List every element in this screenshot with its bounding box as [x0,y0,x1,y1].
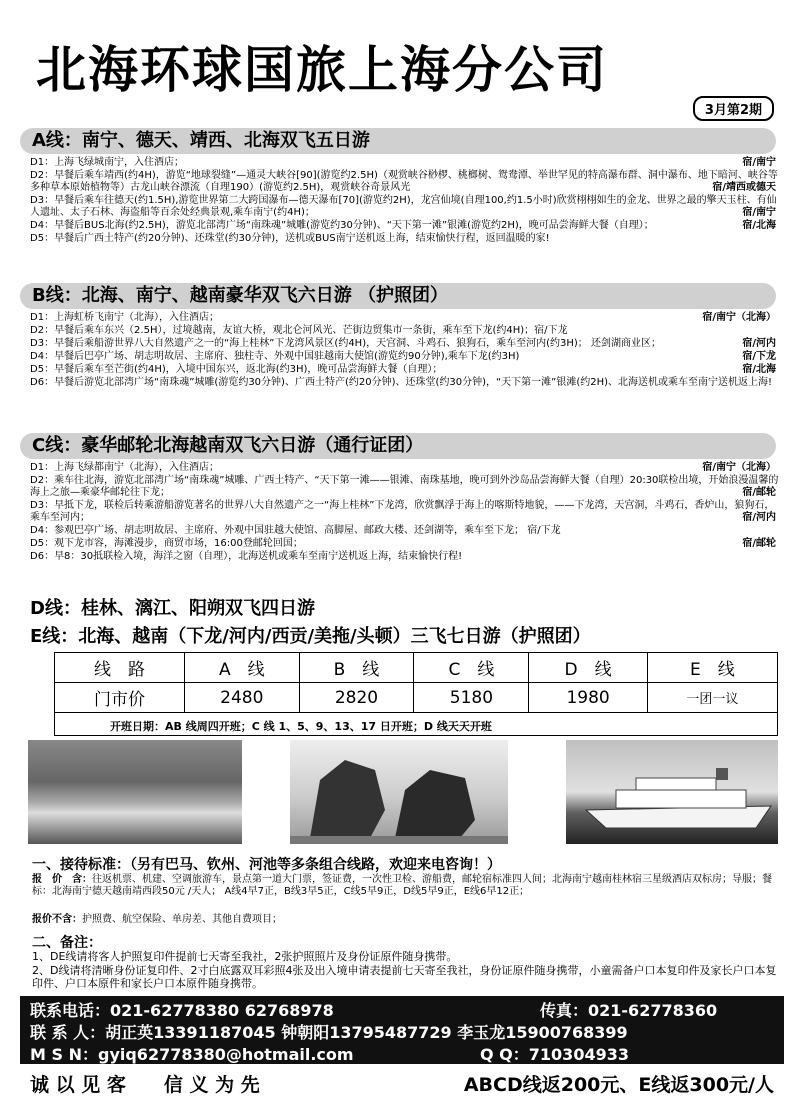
phone-label: 联系电话： [30,1001,111,1020]
itinerary-day: D1：上海飞绿城南宁，入住酒店； 宿/南宁 [30,157,776,168]
rebate-text: ABCD线返200元、E线返300元/人 [463,1074,774,1096]
halong-bay-photo [290,740,508,844]
table-header-row [55,653,778,683]
included-text: 往返机票、机建、空调旅游车，景点第一道大门票，签证费，一次性卫检、游船费，邮轮宿标准四人间；北海南宁越南桂林宿三星级酒店双标房；导服；餐标：北海南宁德天越南靖西段50元 /天人； A线4早7正，B线3早5正，C线5早9正，D线5早9正，E线6早12正； [32,874,772,897]
standards-heading: 一、接待标准：（另有巴马、钦州、河池等多条组合线路，欢迎来电咨询！） [32,857,501,873]
open-dates: 开班日期：AB 线周四开班；C 线 1、5、9、13、17 日开班；D 线天天开班 [110,720,492,733]
table-cell: 门市价 [55,683,185,713]
line-e-header: E线：北海、越南（下龙/河内/西贡/美拖/头顿）三飞七日游（护照团） [30,626,591,647]
fax-number: 021-62778360 [588,1001,718,1020]
rock-islands-graphic [290,740,508,844]
qq-row [480,1042,629,1065]
msn-label: M S N： [30,1045,98,1064]
excluded-label: 报价不含： [32,914,82,925]
table-cell: 5180 [414,683,529,713]
table-header: B 线 [299,653,414,683]
table-header: 线 路 [55,653,185,683]
excluded-text: 护照费、航空保险、单房差、其他自费项目； [82,914,282,925]
line-d-header: D线：桂林、漓江、阳朔双飞四日游 [30,598,315,619]
itinerary-day: D1：上海虹桥飞南宁（北海），入住酒店； 宿/南宁（北海） [30,312,776,323]
msn-address: gyiq62778380@hotmail.com [97,1045,354,1064]
waterfall-photo [28,740,242,844]
fax-label: 传真： [540,1001,589,1020]
note-item: 1、DE线请将客人护照复印件提前七天寄至我社，2张护照照片及身份证原件随身携带。 [32,950,458,963]
itinerary-day: D2：早餐后乘车东兴（2.5H），过境越南，友谊大桥，观北仑河风光、芒街边贸集市一条街，乘车至下龙(约4H)；宿/下龙 [30,325,568,336]
msn-row [30,1042,354,1065]
line-c-header: C线：豪华邮轮北海越南双飞六日游（通行证团） [20,433,776,459]
phone-row [30,998,334,1021]
line-c-itinerary [30,462,782,564]
itinerary-day: D5：观下龙市容，海滩漫步，商贸市场，16:00登邮轮回国； 宿/邮轮 [30,538,776,549]
table-cell: 一团一议 [647,683,777,713]
phone-number: 021-62778380 62768978 [110,1001,334,1020]
itinerary-day: D4：参观巴亭广场、胡志明故居、主席府、外观中国驻越大使馆、高脚屋、邮政大楼、还剑湖等，乘车至下龙； 宿/下龙 [30,525,561,536]
itinerary-day: D3：早餐后乘车往德天(约1.5H),游览世界第二大跨国瀑布—德天瀑布[70](游览约2H)，龙宫仙境(自理100,约1.5小时)欣赏栩栩如生的金龙、世界之最的擎天玉柱、有仙人遗址、太子石林、海盗船等百余处经典景观,乘车南宁(约4H)； 宿/南宁 [30,195,777,218]
qq-number: 710304933 [528,1045,629,1064]
table-cell: 1980 [529,683,647,713]
itinerary-day: D4：早餐后巴亭广场、胡志明故居、主席府、独柱寺、外观中国驻越南大使馆(游览约90分钟),乘车下龙(约3H) 宿/下龙 [30,351,776,362]
qq-label: Q Q： [480,1045,529,1064]
line-a-itinerary [30,157,782,246]
itinerary-day: D4：早餐后BUS北海(约2.5H)，游览北部湾广场“南珠魂”城雕(游览约30分钟)、“天下第一滩”银滩(游览约2H)，晚可品尝海鲜大餐（自理）； 宿/北海 [30,220,776,231]
slogan: 诚 以 见 客 信 义 为 先 [30,1074,260,1096]
note-item: 2、D线请将清晰身份证复印件、2寸白底露双耳彩照4张及出入境申请表提前七天寄至我社，身份证原件随身携带，小童需备户口本复印件及家长户口本复印件、户口本原件和家长户口本原件随身携带。 [32,964,777,990]
table-row [55,683,778,713]
issue-badge: 3月第2期 [693,96,774,121]
itinerary-day: D2：乘车往北海，游览北部湾广场“南珠魂”城雕、广西土特产、“天下第一滩——银滩、南珠基地，晚可到外沙岛品尝海鲜大餐（自理）20:30联检出境，开始浪漫温馨的海上之旅—乘豪华邮轮往下龙； 宿/邮轮 [30,475,779,498]
itinerary-day: D3：早餐后乘船游世界八大自然遗产之一的“海上桂林”下龙湾风景区(约4H)，天宫洞、斗鸡石、狼狗石，乘车至河内(约3H)； 还剑湖商业区； 宿/河内 [30,338,776,349]
line-a-header: A线：南宁、德天、靖西、北海双飞五日游 [20,128,776,154]
table-header: E 线 [647,653,777,683]
table-header: A 线 [185,653,300,683]
cruise-ship-graphic [566,740,778,844]
table-cell: 2480 [185,683,300,713]
itinerary-day: D5：早餐后乘车至芒街(约4H)，入境中国东兴，返北海(约3H)，晚可品尝海鲜大餐（自理）； 宿/北海 [30,364,776,375]
line-b-header: B线：北海、南宁、越南豪华双飞六日游 （护照团） [20,283,776,309]
itinerary-day: D1：上海飞绿都南宁（北海），入住酒店； 宿/南宁（北海） [30,462,776,473]
included-block [32,874,782,898]
table-header: D 线 [529,653,647,683]
itinerary-day: D3：早抵下龙，联检后转乘游船游览著名的世界八大自然遗产之一“海上桂林”下龙湾，欣赏飘浮于海上的喀斯特地貌，——下龙湾，天宫洞，斗鸡石，香炉山，狼狗石，乘车至河内； 宿/河内 [30,500,776,523]
contact-panel [20,996,784,1064]
itinerary-day: D6：早餐后游览北部湾广场“南珠魂”城雕(游览约30分钟)、广西土特产(约20分钟)、还珠堂(约30分钟)，“天下第一滩”银滩(约2H)、北海送机或乘车至南宁送机返上海! [30,377,773,388]
fax-row [540,998,717,1021]
table-header: C 线 [414,653,529,683]
person-row [30,1020,628,1043]
page-title: 北海环球国旅上海分公司 [36,41,608,99]
line-b-itinerary [30,312,782,390]
itinerary-day: D5：早餐后广西土特产(约20分钟)、还珠堂(约30分钟)，送机或BUS南宁送机返上海，结束愉快行程，返回温暖的家! [30,233,550,244]
person-list: 胡正英13391187045 钟朝阳13795487729 李玉龙15900768399 [105,1023,628,1042]
person-label: 联 系 人： [30,1023,106,1042]
included-label: 报 价 含： [32,874,92,885]
price-table [54,652,778,713]
excluded-block [32,914,782,926]
notes-heading: 二、备注： [32,935,102,951]
itinerary-day: D6：早8：30抵联检入境，海洋之窗（自理），北海送机或乘车至南宁送机返上海，结束愉快行程! [30,551,463,562]
cruise-ship-photo [566,740,778,844]
itinerary-day: D2：早餐后乘车靖西(约4H)，游览“地球裂缝”—通灵大峡谷[90](游览约2.5H)（观赏峡谷桫椤、桃榔树、鸳鸯潭、举世罕见的特高瀑布群、洞中瀑布、地下暗河、峡谷等多种草本原始植物等）古龙山峡谷漂流（自理190）(游览约2.5H)，观赏峡谷奇景风光 宿/靖西或德天 [30,170,778,193]
table-cell: 2820 [299,683,414,713]
